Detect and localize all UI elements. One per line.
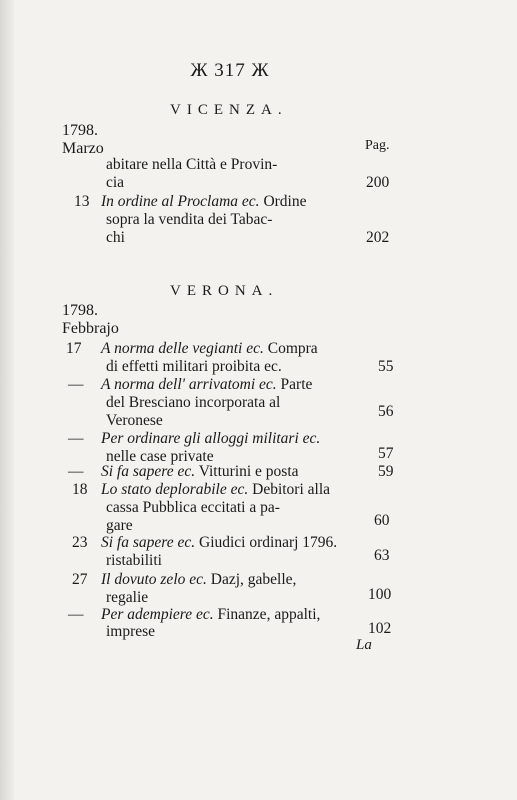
section-title-vicenza: VICENZA. [170,102,288,118]
page-ref: 200 [366,174,390,191]
entry-day: 13 [74,193,90,210]
entry-day: 23 [72,534,88,551]
entry-line [101,376,312,394]
entry-line [101,534,337,552]
entry-subject: Debitori alla [248,481,331,498]
entry-line [101,606,320,624]
entry-line [101,481,330,499]
entry-incipit: Si fa sapere ec. [101,463,196,480]
month-verona: Febbrajo [62,320,119,337]
entry-line: del Bresciano incorporata al [106,394,281,411]
page-ref: 60 [374,512,390,529]
entry-dash: — [68,606,84,623]
section-title-verona: VERONA. [170,283,279,299]
entry-subject: Compra [263,340,318,357]
entry-subject: Finanze, appalti, [213,606,321,623]
catchword: La [356,637,372,653]
entry-line: chi [106,229,125,246]
entry-line: cia [106,174,125,191]
page-header [0,60,460,82]
entry-day: 17 [66,340,82,357]
entry-line [101,193,306,211]
entry-incipit: Il dovuto zelo ec. [101,571,207,588]
entry-incipit: Si fa sapere ec. [101,534,196,551]
entry-subject: Giudici ordinarj 1796. [195,534,338,551]
entry-dash: — [68,376,84,393]
page-gutter [0,0,14,800]
entry-dash: — [68,463,84,480]
entry-line [101,340,318,358]
ornament-left: Ж [190,60,209,81]
entry-line: sopra la vendita dei Tabac- [106,211,273,228]
month-vicenza: Marzo [62,140,104,157]
entry-line: imprese [106,623,156,640]
entry-incipit: A norma delle vegianti ec. [101,340,264,357]
page-ref: 56 [378,403,394,420]
page-ref: 59 [378,463,394,480]
entry-line [101,463,299,481]
entry-subject: Ordine [259,193,307,210]
entry-incipit: A norma dell' arrivatomi ec. [101,376,277,393]
year-vicenza: 1798. [62,122,98,139]
entry-incipit: Per adempiere ec. [101,606,214,623]
entry-dash: — [68,430,84,447]
entry-line: cassa Pubblica eccitati a pa- [106,499,280,516]
entry-line: gare [106,517,133,534]
page-ref: 100 [368,586,392,603]
entry-line: abitare nella Città e Provin- [106,156,278,173]
entry-day: 18 [72,481,88,498]
entry-line: Veronese [106,412,163,429]
entry-line: ristabiliti [106,552,162,569]
page-ref: 202 [366,229,390,246]
entry-incipit: In ordine al Proclama ec. [101,193,260,210]
entry-subject: Vitturini e posta [195,463,299,480]
page-number: 317 [214,60,246,81]
pag-label: Pag. [365,138,390,153]
entry-subject: Dazj, gabelle, [206,571,297,588]
page-ref: 55 [378,358,394,375]
year-verona: 1798. [62,302,98,319]
ornament-right: Ж [251,60,270,81]
page-ref: 57 [378,445,394,462]
page-ref: 102 [368,620,392,637]
entry-line: di effetti militari proibita ec. [106,358,282,375]
entry-line: regalie [106,589,149,606]
page-ref: 63 [374,547,390,564]
entry-line: nelle case private [106,448,214,465]
entry-incipit: Per ordinare gli alloggi militari ec. [101,430,321,447]
entry-incipit: Lo stato deplorabile ec. [101,481,249,498]
entry-subject: Parte [276,376,313,393]
entry-day: 27 [72,571,88,588]
entry-line [101,571,296,589]
